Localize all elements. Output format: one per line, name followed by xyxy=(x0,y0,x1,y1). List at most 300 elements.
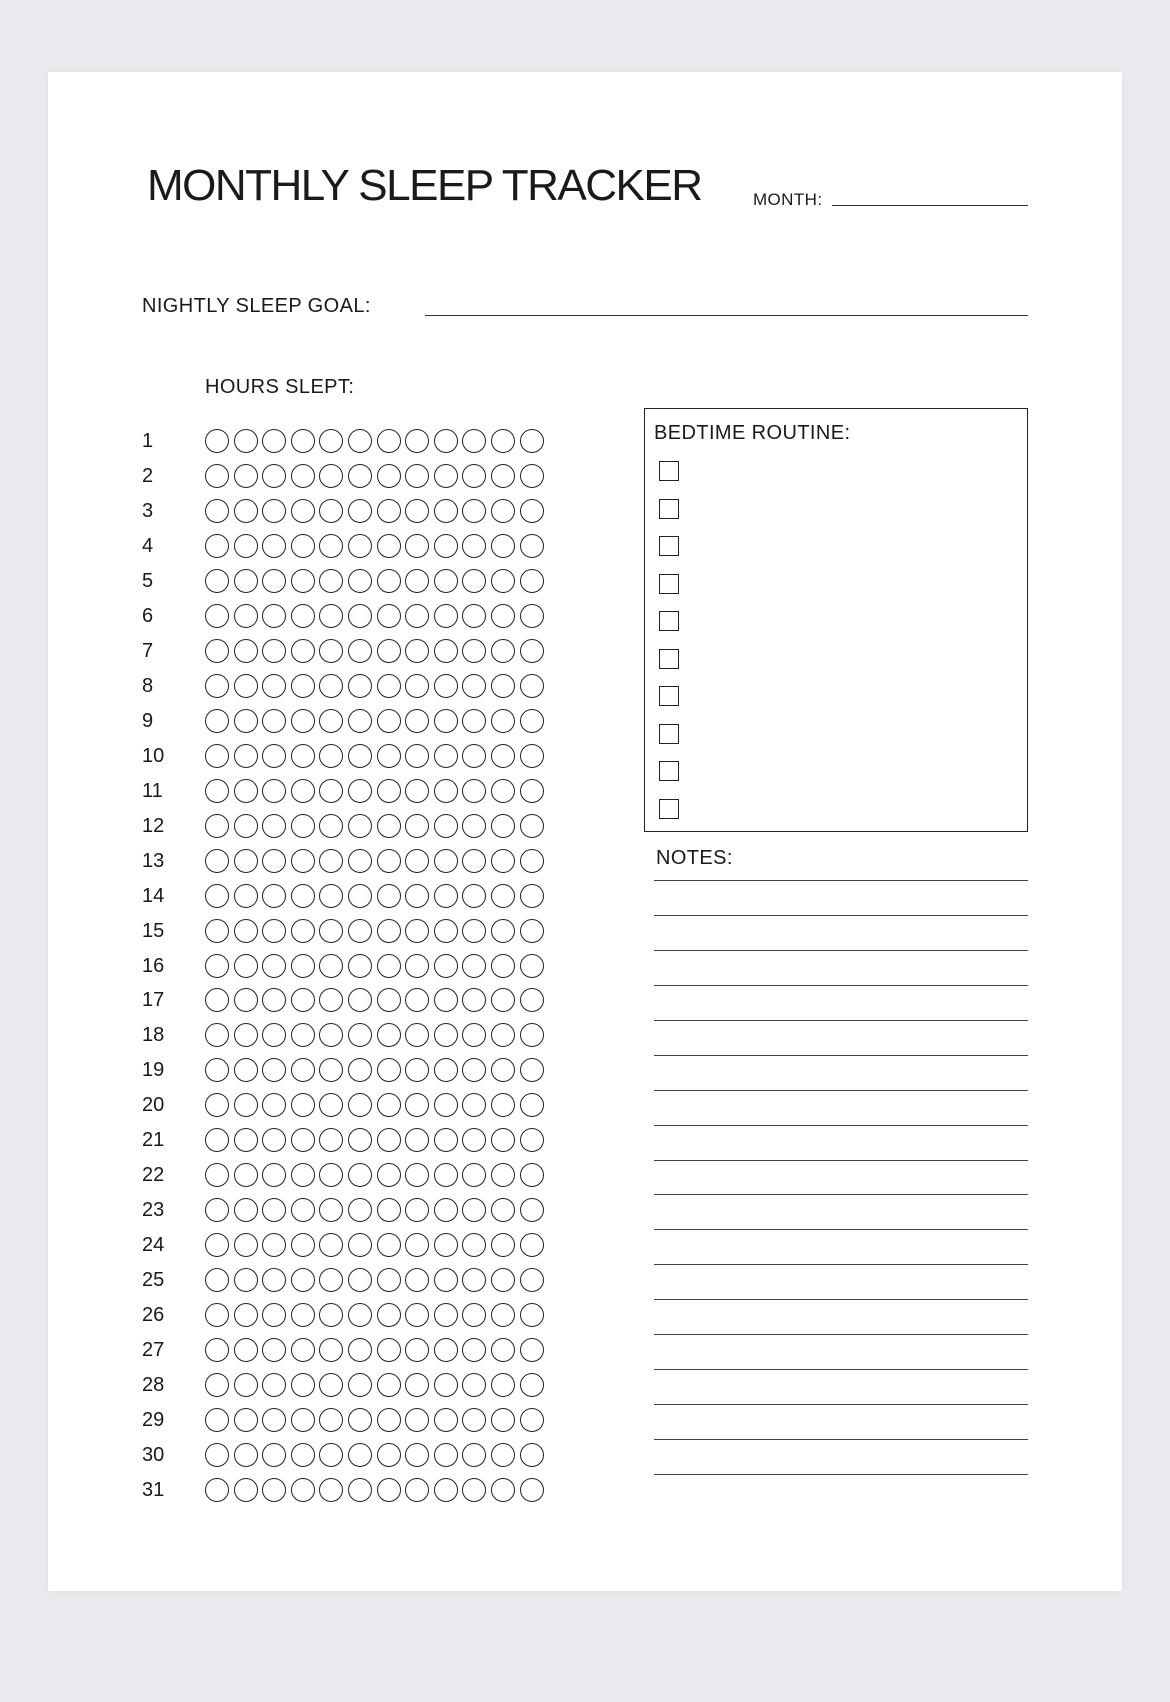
hour-circle[interactable] xyxy=(234,534,258,558)
hour-circle[interactable] xyxy=(234,709,258,733)
hour-circle[interactable] xyxy=(520,1128,544,1152)
hour-circle[interactable] xyxy=(262,569,286,593)
hour-circle[interactable] xyxy=(520,569,544,593)
hour-circle[interactable] xyxy=(291,1303,315,1327)
hour-circle[interactable] xyxy=(205,639,229,663)
hour-circle[interactable] xyxy=(405,884,429,908)
hour-circle[interactable] xyxy=(234,464,258,488)
note-line[interactable] xyxy=(654,1369,1028,1404)
hour-circle[interactable] xyxy=(319,1443,343,1467)
hour-circle[interactable] xyxy=(434,1163,458,1187)
hour-circle[interactable] xyxy=(491,464,515,488)
hour-circle[interactable] xyxy=(520,744,544,768)
hour-circle[interactable] xyxy=(234,744,258,768)
hour-circle[interactable] xyxy=(205,1268,229,1292)
note-line[interactable] xyxy=(654,1439,1028,1474)
hour-circle[interactable] xyxy=(491,1163,515,1187)
hour-circle[interactable] xyxy=(377,604,401,628)
hour-circle[interactable] xyxy=(205,919,229,943)
hour-circle[interactable] xyxy=(205,1058,229,1082)
hour-circle[interactable] xyxy=(234,849,258,873)
hour-circle[interactable] xyxy=(319,1093,343,1117)
hour-circle[interactable] xyxy=(462,604,486,628)
hour-circle[interactable] xyxy=(434,744,458,768)
hour-circle[interactable] xyxy=(319,1408,343,1432)
hour-circle[interactable] xyxy=(462,1478,486,1502)
hour-circle[interactable] xyxy=(434,1058,458,1082)
hour-circle[interactable] xyxy=(205,604,229,628)
hour-circle[interactable] xyxy=(262,954,286,978)
hour-circle[interactable] xyxy=(377,1128,401,1152)
hour-circle[interactable] xyxy=(491,534,515,558)
note-line[interactable] xyxy=(654,1125,1028,1160)
routine-checkbox[interactable] xyxy=(659,574,679,594)
hour-circle[interactable] xyxy=(491,988,515,1012)
hour-circle[interactable] xyxy=(405,988,429,1012)
hour-circle[interactable] xyxy=(262,1373,286,1397)
hour-circle[interactable] xyxy=(205,1373,229,1397)
hour-circle[interactable] xyxy=(348,429,372,453)
hour-circle[interactable] xyxy=(319,1198,343,1222)
hour-circle[interactable] xyxy=(234,1408,258,1432)
hour-circle[interactable] xyxy=(205,814,229,838)
hour-circle[interactable] xyxy=(434,499,458,523)
hour-circle[interactable] xyxy=(291,988,315,1012)
hour-circle[interactable] xyxy=(377,1198,401,1222)
hour-circle[interactable] xyxy=(234,569,258,593)
hour-circle[interactable] xyxy=(377,534,401,558)
hour-circle[interactable] xyxy=(262,779,286,803)
hour-circle[interactable] xyxy=(262,1303,286,1327)
hour-circle[interactable] xyxy=(520,1373,544,1397)
hour-circle[interactable] xyxy=(377,1163,401,1187)
hour-circle[interactable] xyxy=(520,988,544,1012)
hour-circle[interactable] xyxy=(462,954,486,978)
hour-circle[interactable] xyxy=(434,1128,458,1152)
hour-circle[interactable] xyxy=(291,884,315,908)
hour-circle[interactable] xyxy=(291,499,315,523)
hour-circle[interactable] xyxy=(405,604,429,628)
hour-circle[interactable] xyxy=(291,674,315,698)
hour-circle[interactable] xyxy=(319,1128,343,1152)
routine-checkbox[interactable] xyxy=(659,461,679,481)
hour-circle[interactable] xyxy=(491,1408,515,1432)
note-line[interactable] xyxy=(654,1194,1028,1229)
hour-circle[interactable] xyxy=(291,1233,315,1257)
hour-circle[interactable] xyxy=(491,779,515,803)
hour-circle[interactable] xyxy=(405,569,429,593)
hour-circle[interactable] xyxy=(520,1093,544,1117)
hour-circle[interactable] xyxy=(491,1338,515,1362)
hour-circle[interactable] xyxy=(405,779,429,803)
hour-circle[interactable] xyxy=(205,569,229,593)
hour-circle[interactable] xyxy=(462,919,486,943)
hour-circle[interactable] xyxy=(319,429,343,453)
hour-circle[interactable] xyxy=(434,709,458,733)
hour-circle[interactable] xyxy=(348,1303,372,1327)
hour-circle[interactable] xyxy=(205,1233,229,1257)
hour-circle[interactable] xyxy=(205,1478,229,1502)
hour-circle[interactable] xyxy=(291,569,315,593)
hour-circle[interactable] xyxy=(234,604,258,628)
hour-circle[interactable] xyxy=(291,464,315,488)
hour-circle[interactable] xyxy=(520,639,544,663)
hour-circle[interactable] xyxy=(348,1373,372,1397)
hour-circle[interactable] xyxy=(405,674,429,698)
hour-circle[interactable] xyxy=(377,1373,401,1397)
hour-circle[interactable] xyxy=(291,1163,315,1187)
hour-circle[interactable] xyxy=(291,1058,315,1082)
routine-checkbox[interactable] xyxy=(659,536,679,556)
hour-circle[interactable] xyxy=(262,639,286,663)
hour-circle[interactable] xyxy=(262,674,286,698)
hour-circle[interactable] xyxy=(405,709,429,733)
note-line[interactable] xyxy=(654,950,1028,985)
hour-circle[interactable] xyxy=(262,464,286,488)
routine-checkbox[interactable] xyxy=(659,611,679,631)
hour-circle[interactable] xyxy=(491,814,515,838)
hour-circle[interactable] xyxy=(291,1128,315,1152)
hour-circle[interactable] xyxy=(234,884,258,908)
hour-circle[interactable] xyxy=(205,988,229,1012)
hour-circle[interactable] xyxy=(262,849,286,873)
hour-circle[interactable] xyxy=(234,1163,258,1187)
note-line[interactable] xyxy=(654,985,1028,1020)
hour-circle[interactable] xyxy=(319,674,343,698)
hour-circle[interactable] xyxy=(319,1303,343,1327)
hour-circle[interactable] xyxy=(491,429,515,453)
hour-circle[interactable] xyxy=(405,1478,429,1502)
hour-circle[interactable] xyxy=(434,569,458,593)
hour-circle[interactable] xyxy=(319,849,343,873)
hour-circle[interactable] xyxy=(520,499,544,523)
hour-circle[interactable] xyxy=(319,1163,343,1187)
hour-circle[interactable] xyxy=(234,1373,258,1397)
hour-circle[interactable] xyxy=(377,429,401,453)
hour-circle[interactable] xyxy=(520,849,544,873)
hour-circle[interactable] xyxy=(491,569,515,593)
hour-circle[interactable] xyxy=(234,674,258,698)
hour-circle[interactable] xyxy=(234,919,258,943)
hour-circle[interactable] xyxy=(491,709,515,733)
hour-circle[interactable] xyxy=(348,1233,372,1257)
hour-circle[interactable] xyxy=(262,1338,286,1362)
hour-circle[interactable] xyxy=(377,744,401,768)
hour-circle[interactable] xyxy=(405,1408,429,1432)
hour-circle[interactable] xyxy=(348,779,372,803)
hour-circle[interactable] xyxy=(462,639,486,663)
hour-circle[interactable] xyxy=(262,1058,286,1082)
hour-circle[interactable] xyxy=(234,1128,258,1152)
hour-circle[interactable] xyxy=(348,1408,372,1432)
hour-circle[interactable] xyxy=(205,464,229,488)
hour-circle[interactable] xyxy=(205,674,229,698)
hour-circle[interactable] xyxy=(319,1058,343,1082)
hour-circle[interactable] xyxy=(262,1443,286,1467)
hour-circle[interactable] xyxy=(319,954,343,978)
hour-circle[interactable] xyxy=(348,744,372,768)
hour-circle[interactable] xyxy=(348,534,372,558)
hour-circle[interactable] xyxy=(434,919,458,943)
hour-circle[interactable] xyxy=(205,1443,229,1467)
hour-circle[interactable] xyxy=(434,429,458,453)
hour-circle[interactable] xyxy=(491,674,515,698)
hour-circle[interactable] xyxy=(234,779,258,803)
hour-circle[interactable] xyxy=(434,779,458,803)
hour-circle[interactable] xyxy=(205,1163,229,1187)
hour-circle[interactable] xyxy=(234,1058,258,1082)
hour-circle[interactable] xyxy=(262,919,286,943)
hour-circle[interactable] xyxy=(234,1338,258,1362)
hour-circle[interactable] xyxy=(462,1373,486,1397)
hour-circle[interactable] xyxy=(205,1408,229,1432)
hour-circle[interactable] xyxy=(405,849,429,873)
hour-circle[interactable] xyxy=(491,1268,515,1292)
note-line[interactable] xyxy=(654,880,1028,915)
routine-checkbox[interactable] xyxy=(659,761,679,781)
hour-circle[interactable] xyxy=(234,639,258,663)
routine-checkbox[interactable] xyxy=(659,499,679,519)
hour-circle[interactable] xyxy=(462,779,486,803)
hour-circle[interactable] xyxy=(491,919,515,943)
hour-circle[interactable] xyxy=(205,744,229,768)
month-field[interactable] xyxy=(832,205,1028,206)
hour-circle[interactable] xyxy=(520,779,544,803)
hour-circle[interactable] xyxy=(462,744,486,768)
hour-circle[interactable] xyxy=(291,429,315,453)
hour-circle[interactable] xyxy=(434,884,458,908)
hour-circle[interactable] xyxy=(291,1373,315,1397)
hour-circle[interactable] xyxy=(405,464,429,488)
hour-circle[interactable] xyxy=(262,1408,286,1432)
hour-circle[interactable] xyxy=(405,1338,429,1362)
hour-circle[interactable] xyxy=(348,919,372,943)
hour-circle[interactable] xyxy=(377,1478,401,1502)
hour-circle[interactable] xyxy=(377,569,401,593)
hour-circle[interactable] xyxy=(520,919,544,943)
hour-circle[interactable] xyxy=(434,1443,458,1467)
hour-circle[interactable] xyxy=(434,849,458,873)
hour-circle[interactable] xyxy=(262,429,286,453)
hour-circle[interactable] xyxy=(405,1233,429,1257)
hour-circle[interactable] xyxy=(405,1303,429,1327)
hour-circle[interactable] xyxy=(319,1478,343,1502)
hour-circle[interactable] xyxy=(520,1338,544,1362)
hour-circle[interactable] xyxy=(462,1338,486,1362)
hour-circle[interactable] xyxy=(319,1233,343,1257)
hour-circle[interactable] xyxy=(491,1233,515,1257)
note-line[interactable] xyxy=(654,1334,1028,1369)
hour-circle[interactable] xyxy=(491,1058,515,1082)
hour-circle[interactable] xyxy=(377,884,401,908)
hour-circle[interactable] xyxy=(520,884,544,908)
hour-circle[interactable] xyxy=(319,569,343,593)
hour-circle[interactable] xyxy=(348,569,372,593)
hour-circle[interactable] xyxy=(520,604,544,628)
hour-circle[interactable] xyxy=(319,534,343,558)
hour-circle[interactable] xyxy=(434,1338,458,1362)
hour-circle[interactable] xyxy=(262,1093,286,1117)
hour-circle[interactable] xyxy=(377,779,401,803)
hour-circle[interactable] xyxy=(491,1023,515,1047)
hour-circle[interactable] xyxy=(205,429,229,453)
hour-circle[interactable] xyxy=(348,604,372,628)
hour-circle[interactable] xyxy=(291,1023,315,1047)
hour-circle[interactable] xyxy=(491,499,515,523)
hour-circle[interactable] xyxy=(405,639,429,663)
hour-circle[interactable] xyxy=(291,1198,315,1222)
hour-circle[interactable] xyxy=(462,814,486,838)
note-line[interactable] xyxy=(654,1055,1028,1090)
hour-circle[interactable] xyxy=(262,1198,286,1222)
hour-circle[interactable] xyxy=(462,569,486,593)
hour-circle[interactable] xyxy=(234,1268,258,1292)
note-line[interactable] xyxy=(654,1264,1028,1299)
hour-circle[interactable] xyxy=(491,884,515,908)
hour-circle[interactable] xyxy=(291,534,315,558)
hour-circle[interactable] xyxy=(291,1443,315,1467)
hour-circle[interactable] xyxy=(434,954,458,978)
sleep-goal-field[interactable] xyxy=(425,315,1028,316)
hour-circle[interactable] xyxy=(520,1233,544,1257)
hour-circle[interactable] xyxy=(462,1023,486,1047)
hour-circle[interactable] xyxy=(520,1198,544,1222)
hour-circle[interactable] xyxy=(348,1443,372,1467)
hour-circle[interactable] xyxy=(462,1163,486,1187)
hour-circle[interactable] xyxy=(491,744,515,768)
hour-circle[interactable] xyxy=(319,709,343,733)
hour-circle[interactable] xyxy=(291,604,315,628)
hour-circle[interactable] xyxy=(291,1408,315,1432)
hour-circle[interactable] xyxy=(262,744,286,768)
hour-circle[interactable] xyxy=(319,464,343,488)
hour-circle[interactable] xyxy=(319,814,343,838)
hour-circle[interactable] xyxy=(434,814,458,838)
hour-circle[interactable] xyxy=(405,1373,429,1397)
hour-circle[interactable] xyxy=(405,954,429,978)
hour-circle[interactable] xyxy=(462,429,486,453)
hour-circle[interactable] xyxy=(319,744,343,768)
hour-circle[interactable] xyxy=(405,1198,429,1222)
hour-circle[interactable] xyxy=(434,604,458,628)
hour-circle[interactable] xyxy=(520,1058,544,1082)
hour-circle[interactable] xyxy=(462,1093,486,1117)
hour-circle[interactable] xyxy=(520,534,544,558)
note-line[interactable] xyxy=(654,1160,1028,1195)
hour-circle[interactable] xyxy=(205,1338,229,1362)
hour-circle[interactable] xyxy=(262,1023,286,1047)
hour-circle[interactable] xyxy=(434,674,458,698)
hour-circle[interactable] xyxy=(491,1198,515,1222)
hour-circle[interactable] xyxy=(434,988,458,1012)
hour-circle[interactable] xyxy=(377,1093,401,1117)
hour-circle[interactable] xyxy=(520,674,544,698)
hour-circle[interactable] xyxy=(262,499,286,523)
routine-checkbox[interactable] xyxy=(659,686,679,706)
hour-circle[interactable] xyxy=(491,1093,515,1117)
hour-circle[interactable] xyxy=(319,884,343,908)
hour-circle[interactable] xyxy=(291,1338,315,1362)
hour-circle[interactable] xyxy=(405,499,429,523)
hour-circle[interactable] xyxy=(319,604,343,628)
hour-circle[interactable] xyxy=(377,499,401,523)
hour-circle[interactable] xyxy=(434,1303,458,1327)
hour-circle[interactable] xyxy=(491,954,515,978)
hour-circle[interactable] xyxy=(520,464,544,488)
hour-circle[interactable] xyxy=(262,884,286,908)
hour-circle[interactable] xyxy=(377,988,401,1012)
hour-circle[interactable] xyxy=(319,779,343,803)
hour-circle[interactable] xyxy=(205,779,229,803)
hour-circle[interactable] xyxy=(291,1268,315,1292)
hour-circle[interactable] xyxy=(234,1478,258,1502)
hour-circle[interactable] xyxy=(205,499,229,523)
hour-circle[interactable] xyxy=(405,1163,429,1187)
hour-circle[interactable] xyxy=(377,1303,401,1327)
hour-circle[interactable] xyxy=(291,639,315,663)
hour-circle[interactable] xyxy=(520,1023,544,1047)
hour-circle[interactable] xyxy=(348,1093,372,1117)
note-line[interactable] xyxy=(654,1299,1028,1334)
hour-circle[interactable] xyxy=(348,1338,372,1362)
hour-circle[interactable] xyxy=(348,1268,372,1292)
hour-circle[interactable] xyxy=(234,988,258,1012)
hour-circle[interactable] xyxy=(405,1268,429,1292)
hour-circle[interactable] xyxy=(405,1058,429,1082)
hour-circle[interactable] xyxy=(348,814,372,838)
hour-circle[interactable] xyxy=(405,814,429,838)
hour-circle[interactable] xyxy=(377,464,401,488)
hour-circle[interactable] xyxy=(205,1128,229,1152)
hour-circle[interactable] xyxy=(377,1233,401,1257)
hour-circle[interactable] xyxy=(291,954,315,978)
hour-circle[interactable] xyxy=(491,604,515,628)
note-line[interactable] xyxy=(654,1474,1028,1509)
hour-circle[interactable] xyxy=(348,849,372,873)
hour-circle[interactable] xyxy=(234,429,258,453)
hour-circle[interactable] xyxy=(520,709,544,733)
hour-circle[interactable] xyxy=(234,1093,258,1117)
hour-circle[interactable] xyxy=(262,1163,286,1187)
hour-circle[interactable] xyxy=(462,1128,486,1152)
hour-circle[interactable] xyxy=(348,709,372,733)
hour-circle[interactable] xyxy=(377,814,401,838)
hour-circle[interactable] xyxy=(319,1338,343,1362)
hour-circle[interactable] xyxy=(319,1373,343,1397)
hour-circle[interactable] xyxy=(377,709,401,733)
hour-circle[interactable] xyxy=(520,1303,544,1327)
hour-circle[interactable] xyxy=(462,709,486,733)
hour-circle[interactable] xyxy=(434,1408,458,1432)
hour-circle[interactable] xyxy=(291,709,315,733)
hour-circle[interactable] xyxy=(434,1478,458,1502)
hour-circle[interactable] xyxy=(234,954,258,978)
hour-circle[interactable] xyxy=(348,954,372,978)
hour-circle[interactable] xyxy=(291,814,315,838)
hour-circle[interactable] xyxy=(348,1478,372,1502)
hour-circle[interactable] xyxy=(291,744,315,768)
hour-circle[interactable] xyxy=(291,1478,315,1502)
hour-circle[interactable] xyxy=(262,814,286,838)
hour-circle[interactable] xyxy=(205,1093,229,1117)
hour-circle[interactable] xyxy=(262,1268,286,1292)
hour-circle[interactable] xyxy=(462,1233,486,1257)
hour-circle[interactable] xyxy=(234,1233,258,1257)
hour-circle[interactable] xyxy=(262,1233,286,1257)
hour-circle[interactable] xyxy=(462,534,486,558)
hour-circle[interactable] xyxy=(462,1198,486,1222)
hour-circle[interactable] xyxy=(434,639,458,663)
